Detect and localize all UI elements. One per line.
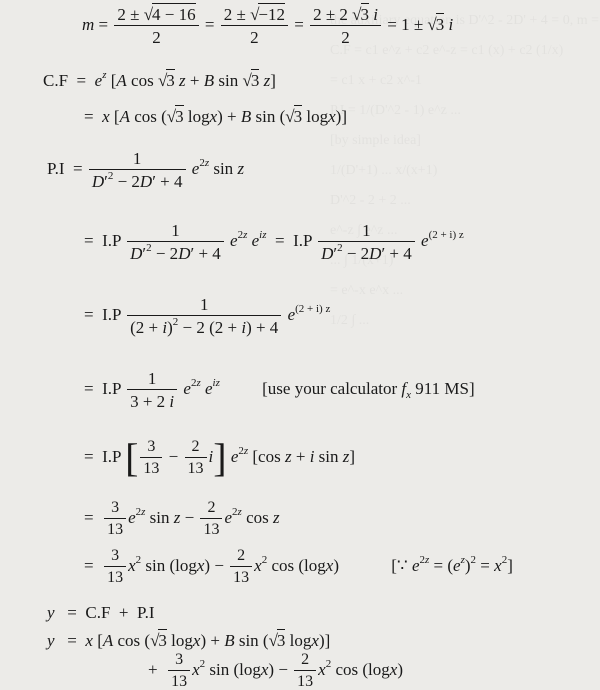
ip-label: I.P [102,230,121,250]
cf-line-1: $C.F = e^z$ [A cos √3 z + B sin √3 z] [43,69,276,90]
fraction-operator-1: $\frac{1}{D'^2 - 2D' + 4}$ [89,150,186,190]
fraction-roots-2: $\frac{2 \pm √-12}{2}$ [221,6,288,46]
solution-line-3: + $\frac{3}{13}$ $x^2$ sin (logx) − $\frac{2}{13}$ $x^2$ cos (logx) [148,651,403,690]
solution-line-1: y = C.F + P.I [47,603,155,622]
fraction-roots-1: $\frac{2 \pm √4 - 16}{2}$ [114,6,198,46]
pi-label: P.I [47,158,65,178]
fraction-operator-3: $\frac{1}{D'^2 - 2D' + 4}$ [318,222,415,262]
solution-line-2: y = x [A cos (√3 logx) + B sin (√3 logx)] [47,631,331,650]
fraction-simplified: $\frac{1}{3 + 2 i}$ [127,370,177,410]
pi-line-1: P.I = $\frac{1}{D'^2 - 2D' + 4}$ $e^{2z}$ sin z [47,149,245,191]
pi-line-7: = $\frac{3}{13}$ $x^2$ sin (logx) − $\frac{2}{13}$ $x^2$ cos (logx) [∵ $e^{2z} = (e^z)^2 = x^2$] [84,547,513,586]
pi-line-4: = I.P $\frac{1}{3 + 2 i}$ $e^{2z}$ $e^{iz}$ [use your calculator $f_x$ 911 MS] [84,369,475,411]
pi-line-5: = I.P [ $\frac{3}{13}$ − $\frac{2}{13}$ i] $e^{2z}$ [cos z + i sin z] [84,435,356,480]
fraction-3-13: $\frac{3}{13}$ [140,439,162,477]
fraction-2-13: $\frac{2}{13}$ [185,439,207,477]
calculator-note: [use your calculator $f_x$ 911 MS] [262,378,475,401]
roots-line: m = $\frac{2 \pm √4 - 16}{2}$ = $\frac{2 \pm √-12}{2}$ = $\frac{2 \pm 2 √3 i}{2}$ = 1 ± √3 i [82,5,454,47]
fraction-roots-3: $\frac{2 \pm 2 √3 i}{2}$ [310,6,381,46]
cf-line-2: = x [A cos (√3 logx) + B sin (√3 logx)] [84,107,347,126]
pi-line-2: = I.P $\frac{1}{D'^2 - 2D' + 4}$ $e^{2z}$ $e^{iz} = I.P$ $\frac{1}{D'^2 - 2D' + 4}$ $e^{(2 + i) z}$ [84,221,464,263]
m-label: m [82,14,95,34]
pi-line-6: = $\frac{3}{13}$ $e^{2z}$ sin z − $\frac{2}{13}$ $e^{2z}$ cos z [84,499,280,538]
pi-line-3: = I.P $\frac{1}{(2 + i)^2 - 2 (2 + i) + 4}$ $e^{(2 + i) z}$ [84,295,331,337]
cf-label: C.F [43,71,69,90]
y-label: y [47,603,55,622]
fraction-operator-2: $\frac{1}{D'^2 - 2D' + 4}$ [127,222,224,262]
fraction-substituted: $\frac{1}{(2 + i)^2 - 2 (2 + i) + 4}$ [127,296,281,336]
